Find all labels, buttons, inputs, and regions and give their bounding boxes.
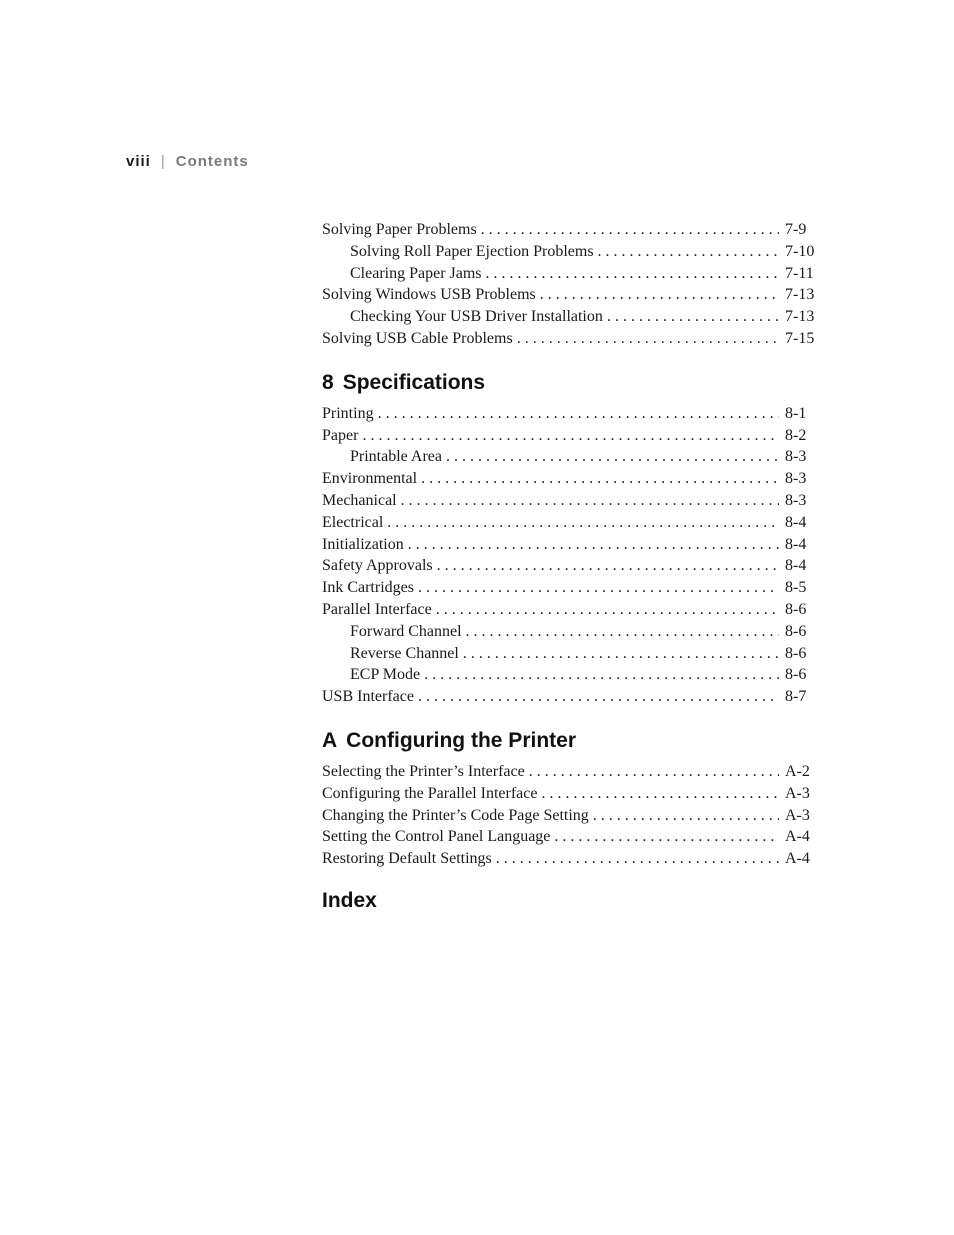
- dot-leader: [436, 599, 779, 621]
- toc-entry-page-number: 7-9: [785, 221, 807, 238]
- toc-chapter-8-entries: [322, 403, 817, 708]
- toc-entry-page-number: 8-3: [785, 491, 807, 509]
- dot-leader: [607, 306, 779, 328]
- toc-entry[interactable]: [322, 761, 817, 783]
- toc-entry-title: Ink Cartridges: [322, 579, 414, 597]
- toc-entry-title: Electrical: [322, 513, 384, 531]
- toc-entry[interactable]: [322, 848, 817, 870]
- toc-entry[interactable]: [322, 403, 817, 425]
- chapter-heading-configuring-the-printer[interactable]: [322, 726, 817, 756]
- toc-entry[interactable]: [322, 425, 817, 447]
- toc-entry-title: Restoring Default Settings: [322, 850, 492, 868]
- toc-entry[interactable]: [322, 490, 817, 512]
- toc-entry[interactable]: [322, 599, 817, 621]
- toc-entry[interactable]: [322, 783, 817, 805]
- toc-entry-title: Setting the Control Panel Language: [322, 828, 551, 846]
- dot-leader: [496, 848, 779, 870]
- chapter-heading-specifications[interactable]: [322, 368, 817, 398]
- toc-entry[interactable]: [322, 534, 817, 556]
- dot-leader: [486, 263, 779, 285]
- toc-entry-page-number: 8-4: [785, 557, 807, 575]
- toc-entry-title: Solving Paper Problems: [322, 221, 477, 238]
- dot-leader: [466, 621, 779, 643]
- dot-leader: [541, 783, 779, 805]
- toc-entry[interactable]: [322, 512, 817, 534]
- chapter-title: Specifications: [342, 370, 486, 394]
- toc-entry[interactable]: [322, 468, 817, 490]
- dot-leader: [401, 490, 779, 512]
- chapter-number: A: [322, 728, 338, 752]
- running-head-separator: |: [160, 153, 166, 170]
- dot-leader: [517, 328, 779, 350]
- toc-entry[interactable]: [322, 555, 817, 577]
- dot-leader: [378, 403, 779, 425]
- toc-entry-title: Changing the Printer’s Code Page Setting: [322, 806, 589, 824]
- toc-entry[interactable]: [322, 306, 817, 328]
- toc-entry-title: Parallel Interface: [322, 600, 432, 618]
- toc-entry[interactable]: [322, 686, 817, 708]
- toc-entry-page-number: 8-4: [785, 513, 807, 531]
- toc-entry-page-number: A-2: [785, 762, 810, 780]
- toc-entry[interactable]: [322, 241, 817, 263]
- toc-entry[interactable]: [322, 263, 817, 285]
- toc-entry-page-number: 8-3: [785, 448, 807, 466]
- toc-entry[interactable]: [322, 826, 817, 848]
- toc-entry-page-number: A-4: [785, 828, 810, 846]
- toc-entry-page-number: 8-6: [785, 600, 807, 618]
- dot-leader: [362, 425, 779, 447]
- toc-entry-title: Selecting the Printer’s Interface: [322, 762, 525, 780]
- toc-entry-title: Reverse Channel: [350, 644, 459, 662]
- toc-appendix-a-entries: [322, 761, 817, 870]
- toc-entry-page-number: 7-10: [785, 242, 815, 260]
- toc-entry-title: Configuring the Parallel Interface: [322, 784, 538, 802]
- dot-leader: [529, 761, 779, 783]
- toc-entry[interactable]: [322, 328, 817, 350]
- toc-entry-title: Paper: [322, 426, 359, 444]
- toc-entry-page-number: 8-3: [785, 470, 807, 488]
- dot-leader: [424, 664, 779, 686]
- toc-entry-page-number: 8-7: [785, 688, 807, 706]
- running-head: [126, 153, 249, 170]
- toc-entry[interactable]: [322, 643, 817, 665]
- toc-entry-page-number: 8-6: [785, 644, 807, 662]
- chapter-number: 8: [322, 370, 334, 394]
- index-title: Index: [322, 888, 377, 912]
- dot-leader: [593, 805, 779, 827]
- toc-entry-title: Forward Channel: [350, 622, 462, 640]
- dot-leader: [421, 468, 779, 490]
- toc-entry-title: Solving Windows USB Problems: [322, 286, 536, 304]
- toc-entry-page-number: 8-4: [785, 535, 807, 553]
- toc-entry-title: Safety Approvals: [322, 557, 433, 575]
- table-of-contents: [322, 219, 817, 916]
- toc-entry[interactable]: [322, 664, 817, 686]
- toc-continued-entries: [322, 219, 817, 350]
- dot-leader: [418, 577, 779, 599]
- toc-entry[interactable]: [322, 621, 817, 643]
- toc-entry-title: Printable Area: [350, 448, 442, 466]
- dot-leader: [463, 643, 779, 665]
- toc-entry-title: Solving USB Cable Problems: [322, 329, 513, 347]
- toc-entry-title: Printing: [322, 404, 374, 422]
- toc-entry-page-number: 7-13: [785, 308, 815, 326]
- toc-entry-title: Solving Roll Paper Ejection Problems: [350, 242, 594, 260]
- dot-leader: [598, 241, 779, 263]
- toc-entry-title: Environmental: [322, 470, 418, 488]
- dot-leader: [554, 826, 779, 848]
- chapter-title: Configuring the Printer: [346, 728, 576, 752]
- toc-entry[interactable]: [322, 446, 817, 468]
- toc-entry-title: USB Interface: [322, 688, 414, 706]
- toc-entry-title: Mechanical: [322, 491, 397, 509]
- toc-entry[interactable]: [322, 219, 817, 241]
- toc-entry-page-number: A-3: [785, 806, 810, 824]
- toc-entry-title: Clearing Paper Jams: [350, 264, 482, 282]
- dot-leader: [540, 284, 779, 306]
- toc-entry[interactable]: [322, 577, 817, 599]
- toc-entry-page-number: 8-2: [785, 426, 807, 444]
- toc-entry-page-number: 8-6: [785, 622, 807, 640]
- toc-entry-page-number: 7-11: [785, 264, 814, 282]
- toc-entry-title: Initialization: [322, 535, 404, 553]
- running-head-section: Contents: [175, 153, 249, 170]
- index-heading[interactable]: [322, 886, 817, 916]
- page-number: viii: [126, 153, 151, 170]
- toc-entry[interactable]: [322, 805, 817, 827]
- dot-leader: [418, 686, 779, 708]
- toc-entry-page-number: A-3: [785, 784, 810, 802]
- dot-leader: [437, 555, 779, 577]
- dot-leader: [446, 446, 779, 468]
- toc-entry-page-number: 7-15: [785, 329, 815, 347]
- toc-entry-title: ECP Mode: [350, 666, 421, 684]
- toc-entry-page-number: 8-6: [785, 666, 807, 684]
- toc-entry-title: Checking Your USB Driver Installation: [350, 308, 603, 326]
- dot-leader: [387, 512, 779, 534]
- toc-entry-page-number: 8-5: [785, 579, 807, 597]
- dot-leader: [408, 534, 779, 556]
- toc-entry[interactable]: [322, 284, 817, 306]
- toc-entry-page-number: 7-13: [785, 286, 815, 304]
- toc-entry-page-number: 8-1: [785, 404, 807, 422]
- toc-entry-page-number: A-4: [785, 850, 810, 868]
- dot-leader: [481, 219, 779, 241]
